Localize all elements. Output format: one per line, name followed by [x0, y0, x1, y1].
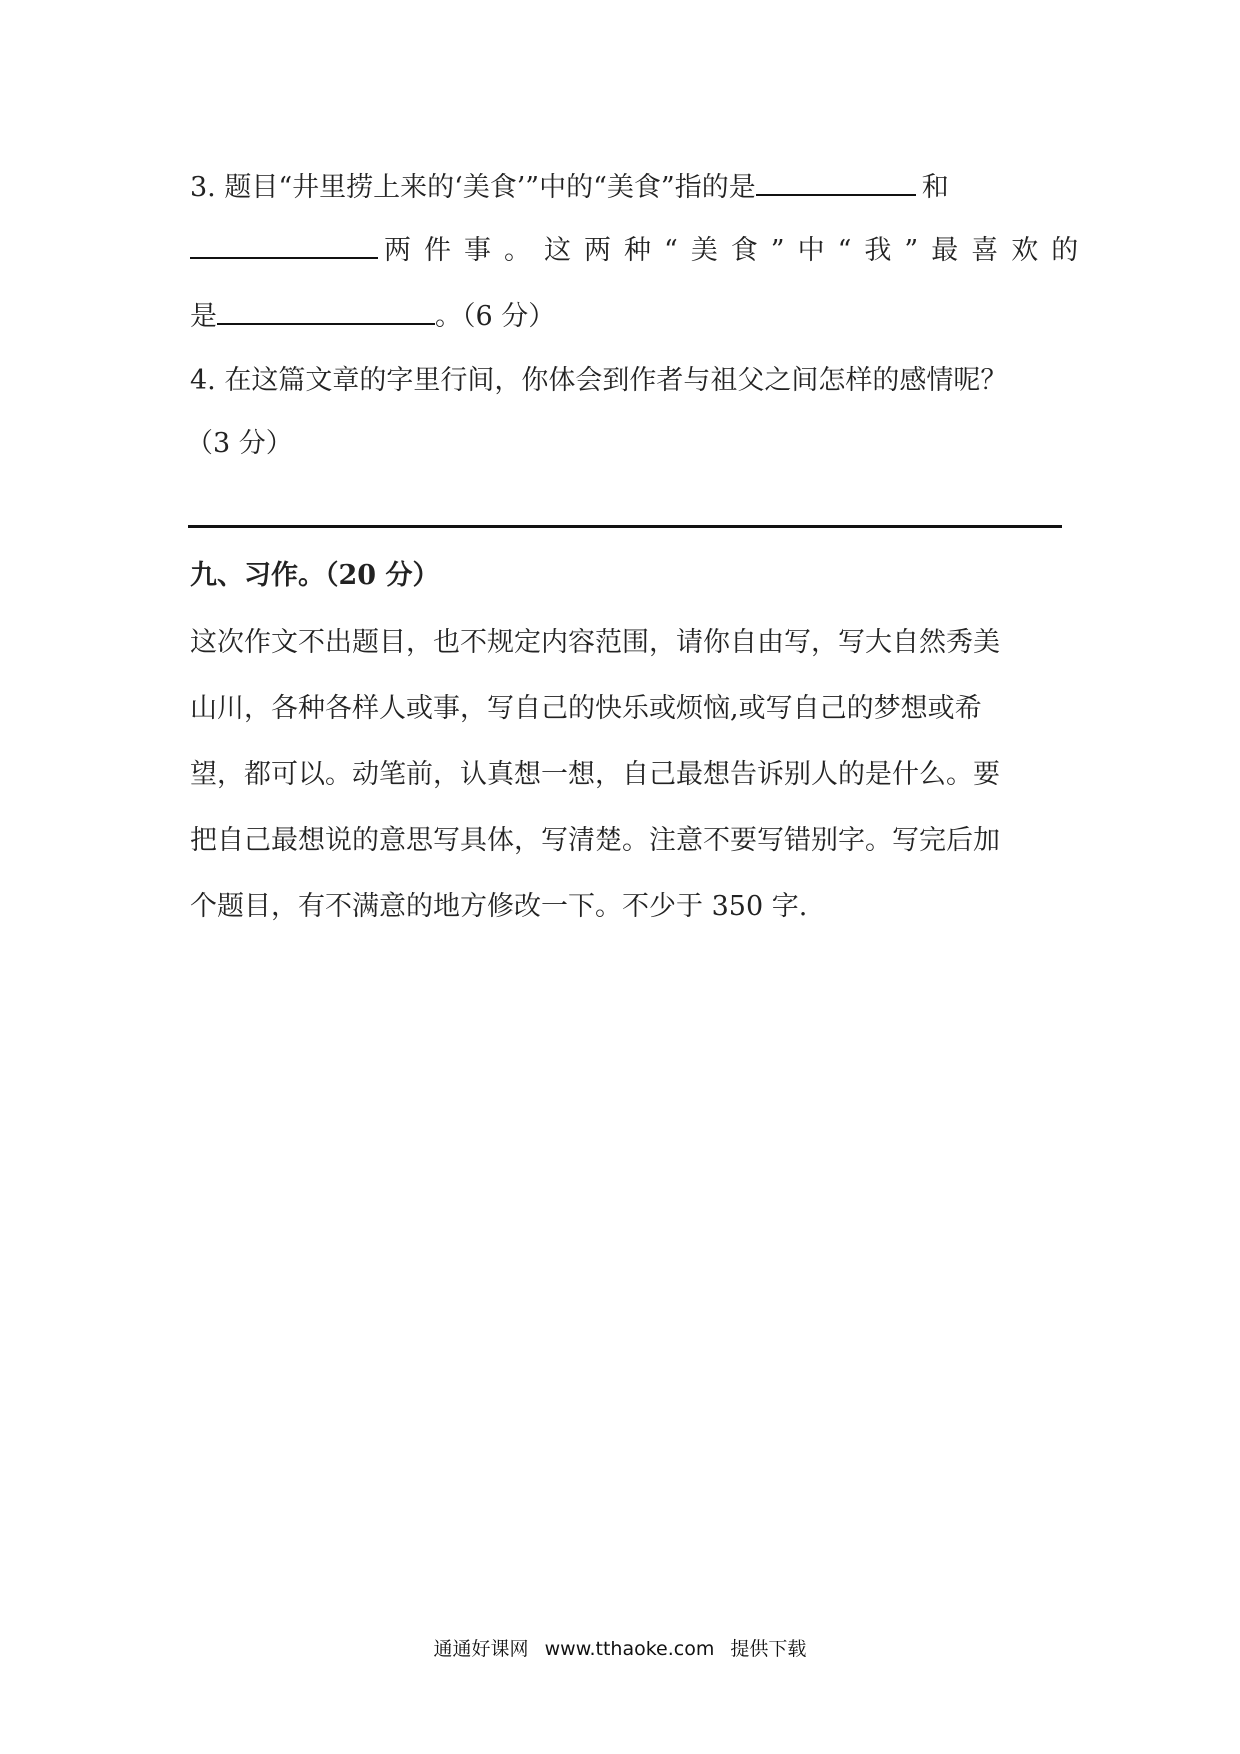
question-3-text-e: 。（6 分） [435, 301, 556, 332]
footer-url[interactable]: www.tthaoke.com [544, 1638, 715, 1660]
essay-instruction-line-4: 把自己最想说的意思写具体，写清楚。注意不要写错别字。写完后加 [190, 825, 1000, 856]
footer-site-name: 通通好课网 [433, 1638, 529, 1660]
question-4-text: 4. 在这篇文章的字里行间，你体会到作者与祖父之间怎样的感情呢？ [190, 365, 1008, 396]
question-3-text-c: 两件事。这两种“美食”中“我”最喜欢的 [384, 235, 1092, 266]
question-3-line-1 [190, 166, 1062, 208]
question-4-score: （3 分） [186, 428, 293, 459]
answer-blank-3[interactable] [217, 295, 435, 325]
question-3-text-a: 3. 题目“井里捞上来的‘美食’”中的“美食”指的是 [190, 172, 756, 203]
answer-line[interactable] [188, 525, 1062, 528]
answer-blank-1[interactable] [756, 166, 916, 196]
question-3-text-d: 是 [190, 301, 217, 332]
question-3-line-2 [190, 229, 1092, 271]
question-3-line-3 [190, 295, 1062, 337]
essay-instruction-line-5: 个题目，有不满意的地方修改一下。不少于 350 字. [190, 891, 808, 922]
page-footer [0, 1636, 1240, 1662]
essay-instruction-line-1: 这次作文不出题目，也不规定内容范围，请你自由写，写大自然秀美 [190, 627, 1000, 658]
essay-instruction-line-2: 山川，各种各样人或事，写自己的快乐或烦恼,或写自己的梦想或希 [190, 693, 982, 724]
answer-blank-2[interactable] [190, 229, 378, 259]
essay-instruction-line-3: 望，都可以。动笔前，认真想一想，自己最想告诉别人的是什么。要 [190, 759, 1000, 790]
question-3-text-b: 和 [921, 172, 949, 203]
footer-note: 提供下载 [730, 1638, 807, 1660]
section-9-heading: 九、习作。（20 分） [190, 560, 440, 591]
